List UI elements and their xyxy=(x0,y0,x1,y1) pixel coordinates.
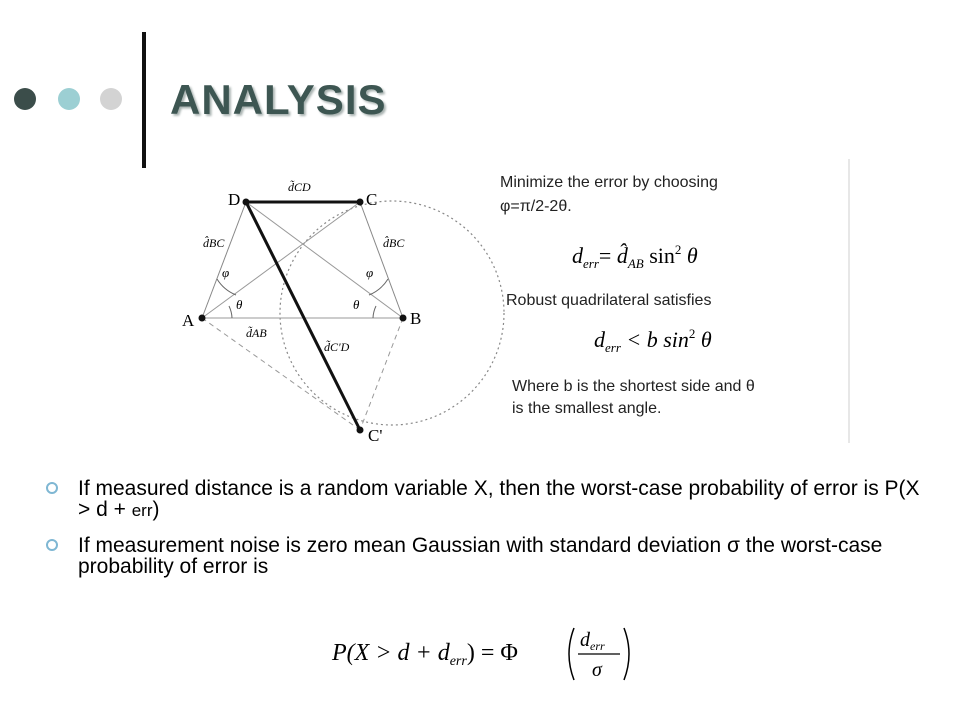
teal-dot xyxy=(58,88,80,110)
bullet-1-close: ) xyxy=(152,498,160,521)
edge-dcprime xyxy=(246,202,360,430)
label-d: D xyxy=(228,190,241,209)
theta-arc-a xyxy=(229,306,232,318)
formula-lhs: $P(X > d + d_{err}) = \Phi$ xyxy=(332,640,518,669)
figure-svg xyxy=(170,155,852,447)
diag-bd xyxy=(246,202,403,318)
label-dbc-right: d̂BC xyxy=(383,236,405,250)
bullet-2-text: If measurement noise is zero mean Gaussian with standard deviation σ the worst-case probability of error is xyxy=(78,534,883,578)
probability-formula xyxy=(330,620,640,684)
right-paren xyxy=(624,628,629,680)
label-theta-right: θ xyxy=(353,297,360,312)
equation-1: $d_{err}=$ $d̂_{AB}$ $\sin^2 \theta$ xyxy=(572,242,698,271)
edge-bc xyxy=(360,202,403,318)
label-dcd: d̃CD xyxy=(288,180,311,194)
side-text-line4: Where b is the shortest side and θ xyxy=(512,378,755,395)
vertex-b xyxy=(400,315,407,322)
bullet-item xyxy=(46,478,926,521)
vertex-d xyxy=(243,199,250,206)
theta-arc-b xyxy=(373,306,376,318)
equation-2: $d_{err} < b$ $\sin^2 \theta$ xyxy=(594,326,712,355)
quadrilateral-figure xyxy=(170,155,852,447)
formula-svg xyxy=(330,620,640,684)
diag-ac xyxy=(202,202,360,318)
decorative-dots xyxy=(14,88,124,112)
label-cprime: C' xyxy=(368,426,383,445)
label-phi-right: φ xyxy=(366,265,374,280)
bullet-marker-icon xyxy=(46,539,58,551)
label-dab: d̃AB xyxy=(246,326,267,340)
formula-denominator: σ xyxy=(592,659,602,681)
vertex-a xyxy=(199,315,206,322)
dark-dot xyxy=(14,88,36,110)
bullet-1-text: If measured distance is a random variable X, then the worst-case probability of error is P(X > d + xyxy=(78,477,920,521)
bullet-marker-icon xyxy=(46,482,58,494)
label-a: A xyxy=(182,311,195,330)
phi-arc-b xyxy=(369,279,388,295)
left-paren xyxy=(569,628,574,680)
phi-arc-a xyxy=(217,279,236,295)
side-text-line5: is the smallest angle. xyxy=(512,400,662,417)
vertex-c xyxy=(357,199,364,206)
label-theta-left: θ xyxy=(236,297,243,312)
label-phi-left: φ xyxy=(222,265,230,280)
side-text-line3: Robust quadrilateral satisfies xyxy=(506,292,712,309)
label-b: B xyxy=(410,309,422,328)
bullet-1-subscript: err xyxy=(131,501,153,520)
label-c: C xyxy=(366,190,378,209)
edge-bcprime xyxy=(360,318,403,430)
slide-title: ANALYSIS xyxy=(170,76,387,123)
bullet-item xyxy=(46,535,926,577)
label-dbc-left: d̂BC xyxy=(203,236,225,250)
formula-numerator: $d_{err}$ xyxy=(580,629,605,653)
label-dcprimed: d̃C'D xyxy=(324,340,350,354)
side-text-line2: φ=π/2-2θ. xyxy=(500,198,572,215)
title-divider xyxy=(142,32,146,168)
side-text-line1: Minimize the error by choosing xyxy=(500,174,718,191)
bullet-list xyxy=(46,478,926,591)
edge-acprime xyxy=(202,318,360,430)
robust-circle xyxy=(280,201,504,425)
gray-dot xyxy=(100,88,122,110)
vertex-cprime xyxy=(357,427,364,434)
